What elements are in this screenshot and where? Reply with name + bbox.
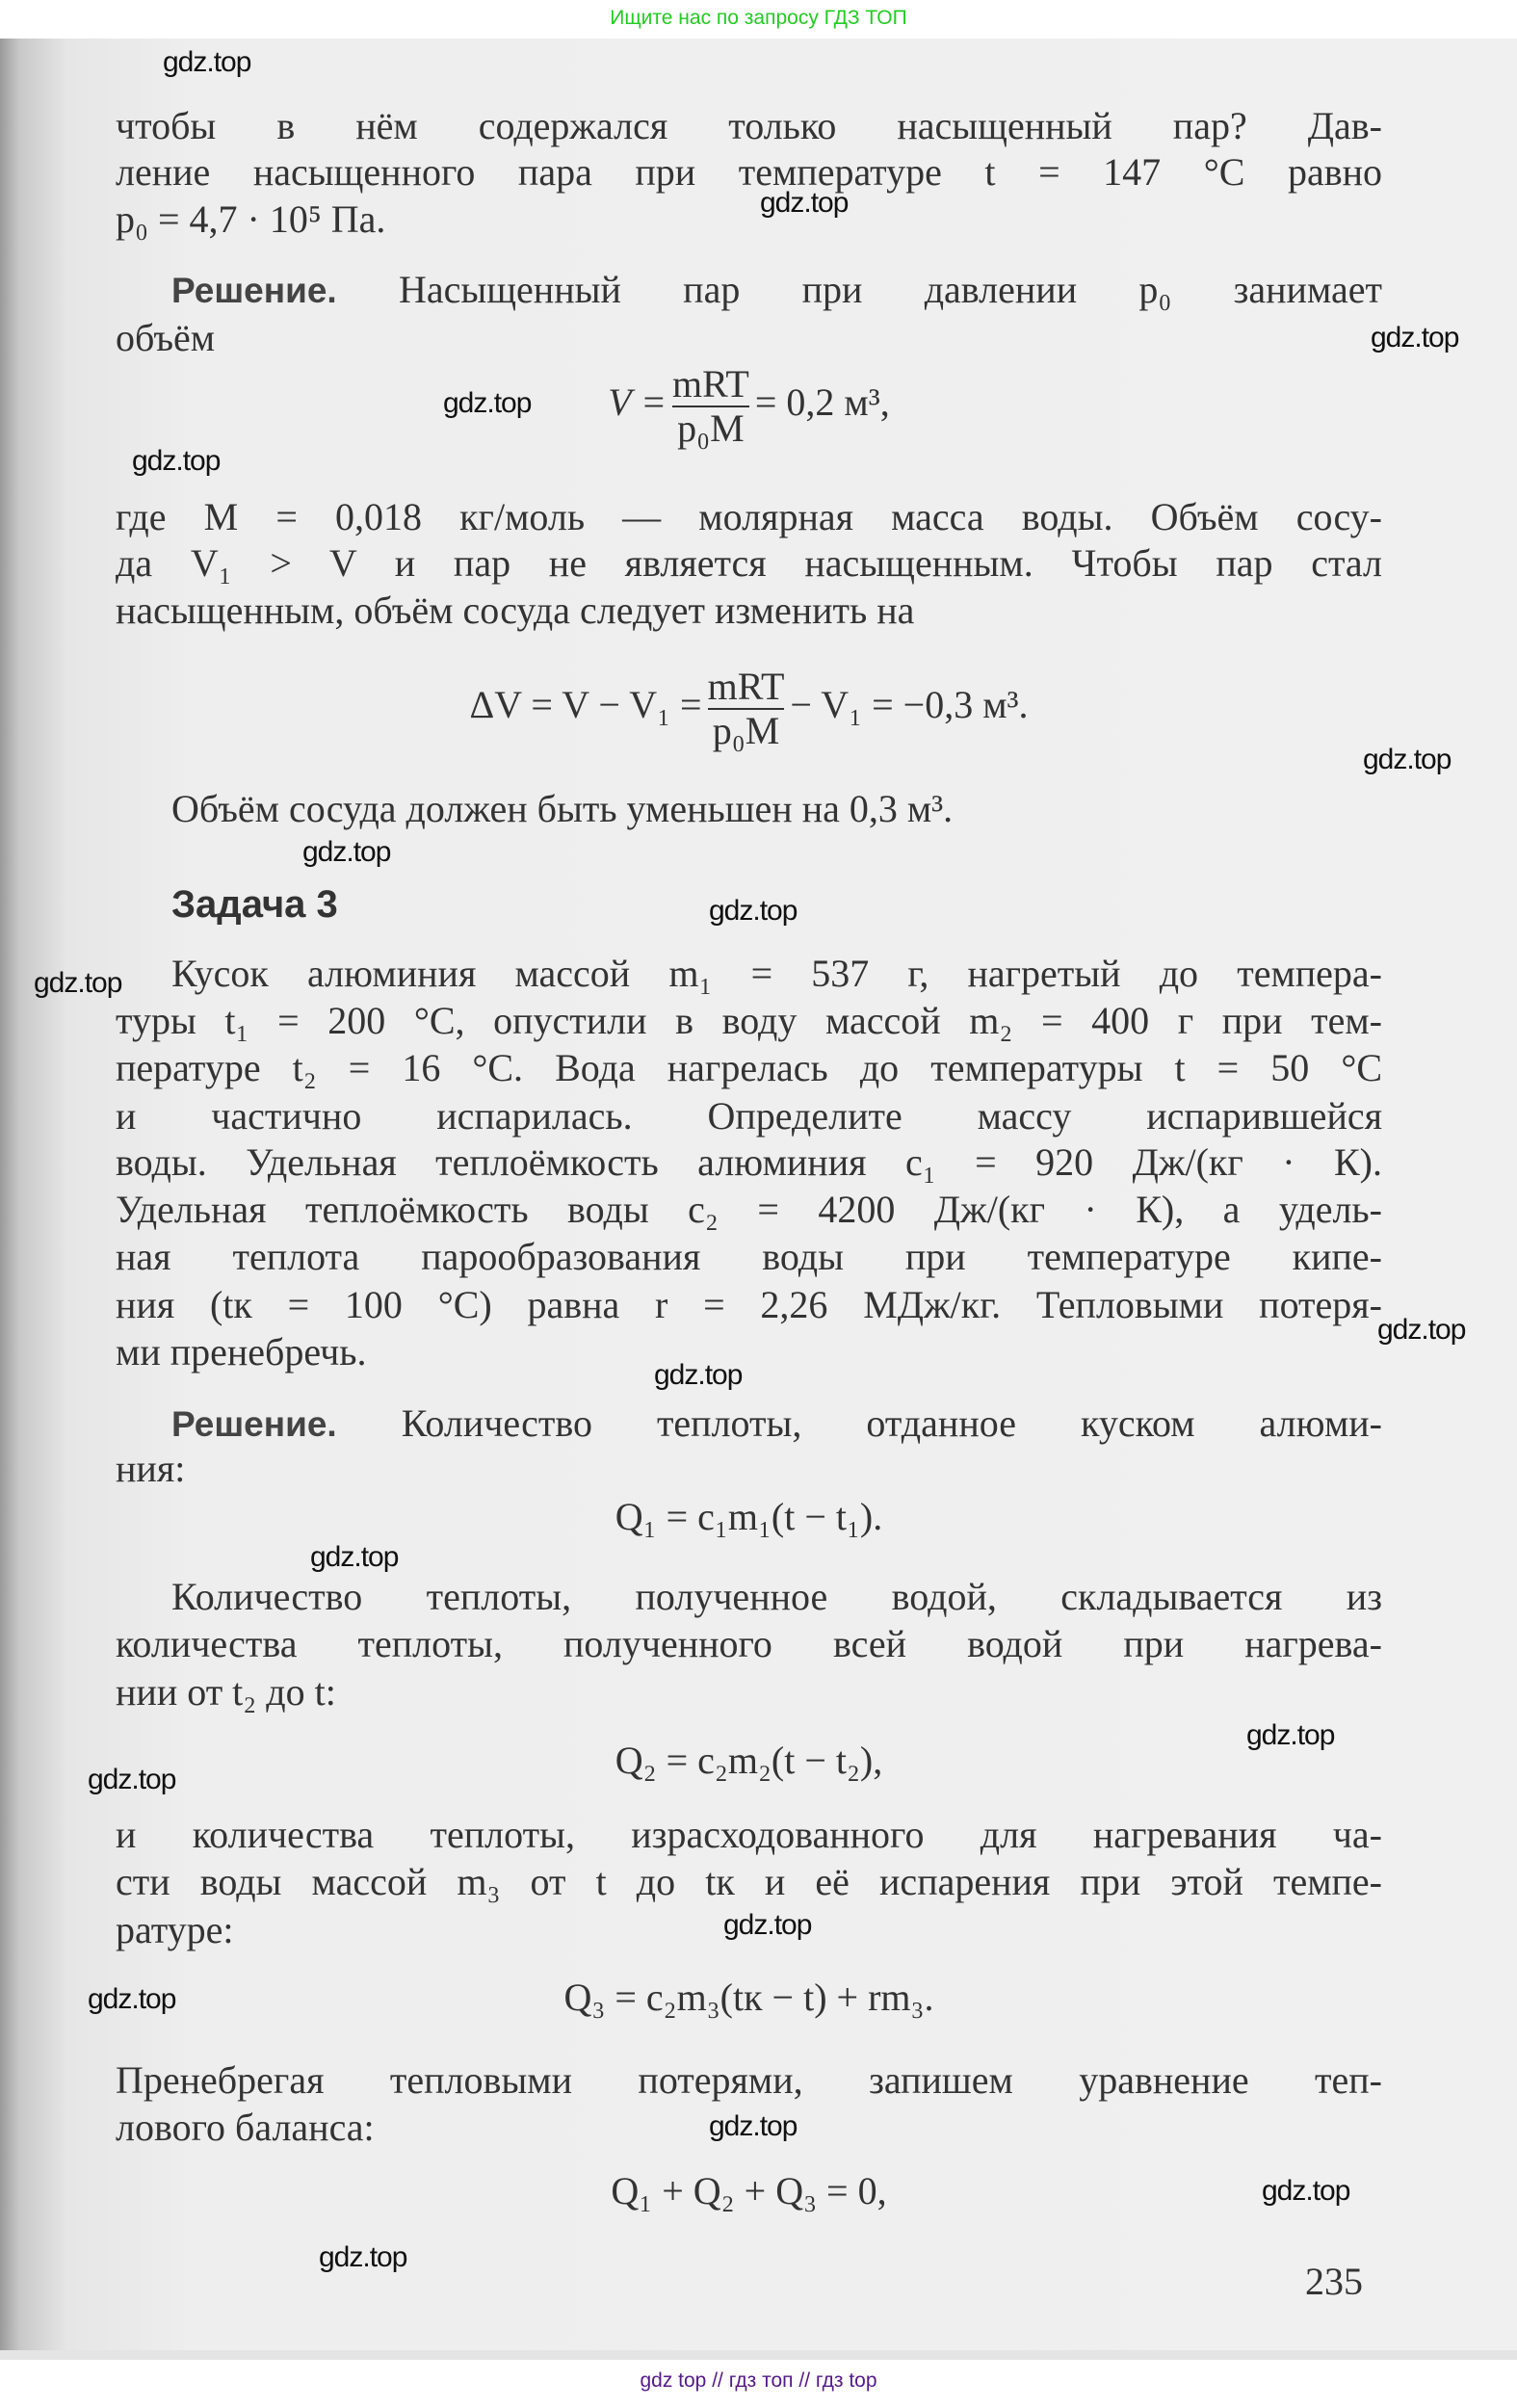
text-line: и частично испарилась. Определите массу испарившейся: [116, 1094, 1382, 1138]
text-line: и количества теплоты, израсходованного для нагревания ча-: [116, 1813, 1382, 1856]
page-number: 235: [1305, 2260, 1363, 2303]
denominator: p₀M: [677, 406, 745, 450]
text-line: туры t₁ = 200 °C, опустили в воду массой m₂ = 400 г при тем-: [116, 999, 1382, 1042]
watermark: gdz.top: [443, 387, 532, 419]
watermark: gdz.top: [709, 895, 798, 927]
watermark: gdz.top: [1363, 744, 1452, 775]
watermark: gdz.top: [1377, 1314, 1466, 1346]
text: Насыщенный пар при давлении p₀ занимает: [336, 268, 1382, 311]
fraction: [708, 666, 785, 752]
solution-line: [116, 267, 1382, 314]
text-line: ратуре:: [116, 1908, 234, 1951]
watermark: gdz.top: [88, 1983, 176, 2015]
watermark: gdz.top: [319, 2241, 407, 2273]
watermark: gdz.top: [163, 46, 251, 78]
text-line: Пренебрегая тепловыми потерями, запишем уравнение теп-: [116, 2058, 1382, 2102]
watermark: gdz.top: [302, 836, 391, 868]
formula-part: V =: [608, 380, 667, 424]
formula-q1: Q₁ = c₁m₁(t − t₁).: [615, 1495, 883, 1538]
solution-label: Решение.: [171, 1404, 337, 1444]
text-line: чтобы в нём содержался только насыщенный пар? Дав-: [116, 104, 1382, 147]
formula-q3: Q₃ = c₂m₃(tк − t) + rm₃.: [563, 1976, 934, 2019]
watermark: gdz.top: [34, 967, 122, 999]
watermark: gdz.top: [760, 187, 849, 219]
numerator: mRT: [707, 664, 785, 708]
numerator: mRT: [672, 361, 749, 406]
formula-delta-v: [116, 659, 1382, 752]
fraction: [672, 363, 749, 450]
watermark: gdz.top: [132, 445, 221, 477]
denominator: p₀M: [712, 708, 780, 752]
text-line: да V₁ > V и пар не является насыщенным. Чтобы пар стал: [116, 541, 1382, 585]
text-line: сти воды массой m₃ от t до tк и её испарения при этой темпе-: [116, 1860, 1382, 1903]
solution-label: Решение.: [171, 271, 337, 310]
task-title: Задача 3: [171, 883, 338, 926]
text-line: насыщенным, объём сосуда следует изменить на: [116, 589, 915, 632]
watermark: gdz.top: [88, 1764, 176, 1795]
text-line: воды. Удельная теплоёмкость алюминия c₁ = 920 Дж/(кг · К).: [116, 1140, 1382, 1184]
solution-line: [116, 1400, 1382, 1448]
formula-volume: [116, 356, 1382, 450]
formula-part: ΔV = V − V₁ =: [469, 683, 702, 726]
text-line: ная теплота парообразования воды при температуре кипе-: [116, 1235, 1382, 1278]
footer-links[interactable]: gdz top // гдз топ // гдз top: [640, 2369, 877, 2392]
text-line: Удельная теплоёмкость воды c₂ = 4200 Дж/(кг · К), а удель-: [116, 1188, 1382, 1231]
text-line: Количество теплоты, полученное водой, складывается из: [171, 1575, 1382, 1618]
watermark: gdz.top: [709, 2110, 798, 2142]
watermark: gdz.top: [310, 1541, 399, 1573]
watermark: gdz.top: [1246, 1719, 1335, 1751]
text-line: пературе t₂ = 16 °C. Вода нагрелась до температуры t = 50 °C: [116, 1046, 1382, 1089]
text: Количество теплоты, отданное куском алюми-: [336, 1401, 1382, 1445]
text-line: p₀ = 4,7 · 10⁵ Па.: [116, 197, 386, 241]
formula-q2: Q₂ = c₂m₂(t − t₂),: [615, 1739, 883, 1782]
text-line: ление насыщенного пара при температуре t = 147 °C равно: [116, 150, 1382, 194]
watermark: gdz.top: [723, 1909, 812, 1941]
formula-part: − V₁ = −0,3 м³.: [790, 683, 1029, 726]
text-line: нии от t₂ до t:: [116, 1670, 336, 1714]
text-line: где M = 0,018 кг/моль — молярная масса воды. Объём сосу-: [116, 495, 1382, 538]
text-line: ния (tк = 100 °C) равна r = 2,26 МДж/кг. Тепловыми потеря-: [116, 1283, 1382, 1326]
text-line: количества теплоты, полученного всей водой при нагрева-: [116, 1622, 1382, 1665]
text-line: Кусок алюминия массой m₁ = 537 г, нагретый до темпера-: [171, 952, 1382, 995]
formula-heat-balance: Q₁ + Q₂ + Q₃ = 0,: [611, 2169, 887, 2212]
watermark: gdz.top: [1371, 322, 1459, 353]
text-line: ния:: [116, 1447, 186, 1490]
watermark: gdz.top: [1262, 2175, 1350, 2207]
formula-part: = 0,2 м³,: [754, 380, 890, 424]
text-line: ми пренебречь.: [116, 1330, 367, 1374]
header-banner[interactable]: Ищите нас по запросу ГДЗ ТОП: [610, 7, 907, 29]
watermark: gdz.top: [654, 1359, 743, 1391]
text-line: Объём сосуда должен быть уменьшен на 0,3 м³.: [171, 787, 954, 830]
text-line: объём: [116, 316, 216, 359]
text-line: лового баланса:: [116, 2106, 375, 2149]
